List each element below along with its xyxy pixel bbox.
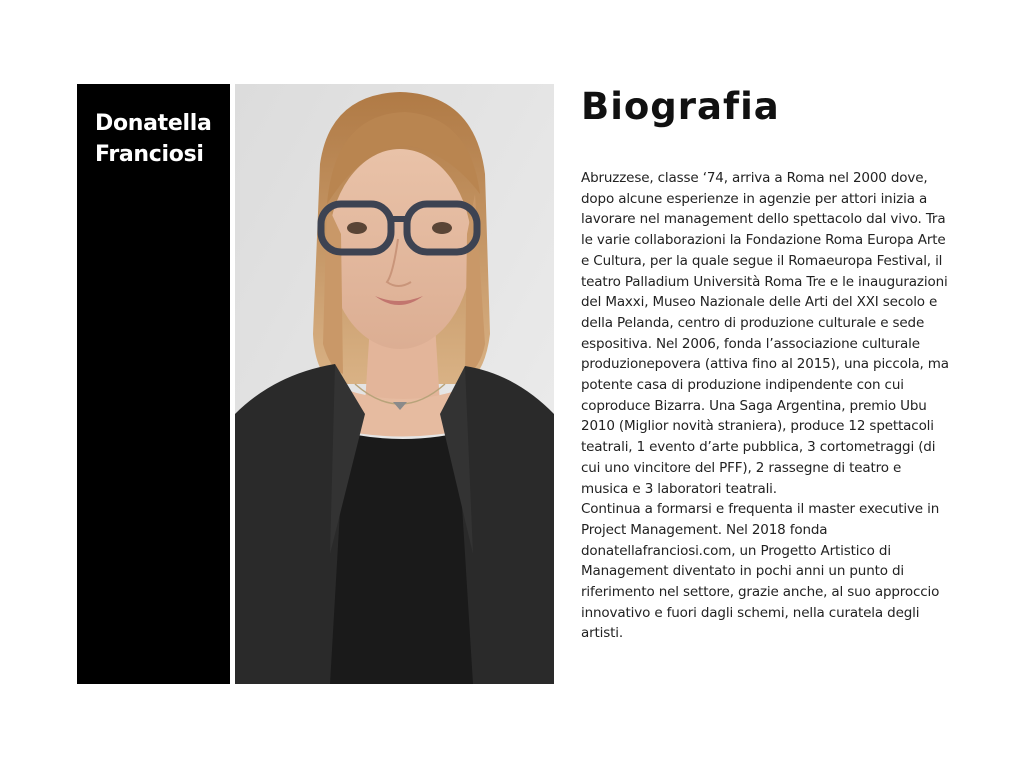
person-name [95,108,225,170]
name-first: Donatella [95,111,212,136]
biography-text [581,168,949,644]
bio-paragraph-2: Continua a formarsi e frequenta il master executive in Project Management. Nel 2018 fonda donatellafranciosi.com, un Progetto Artistico di Management diventato in pochi anni un punto di riferimento nel settore, grazie anche, al suo approccio innovativo e fuori dagli schemi, nella curatela degli artisti. [581,501,940,642]
page-title: Biografia [581,85,780,128]
name-last: Franciosi [95,142,204,167]
portrait-photo [235,84,554,684]
bio-paragraph-1: Abruzzese, classe ‘74, arriva a Roma nel 2000 dove, dopo alcune esperienze in agenzie per attori inizia a lavorare nel management dello spettacolo dal vivo. Tra le varie collaborazioni la Fondazione Roma Europa Arte e Cultura, per la quale segue il Romaeuropa Festival, il teatro Palladium Università Roma Tre e le inaugurazioni del Maxxi, Museo Nazionale delle Arti del XXI secolo e della Pelanda, centro di produzione culturale e sede espositiva. Nel 2006, fonda l’associazione culturale produzionepovera (attiva fino al 2015), una piccola, ma potente casa di produzione indipendente con cui coproduce Bizarra. Una Saga Argentina, premio Ubu 2010 (Miglior novità straniera), produce 12 spettacoli teatrali, 1 evento d’arte pubblica, 3 cortometraggi (di cui uno vincitore del PFF), 2 rassegne di teatro e musica e 3 laboratori teatrali. [581,170,949,497]
name-panel [77,84,230,684]
